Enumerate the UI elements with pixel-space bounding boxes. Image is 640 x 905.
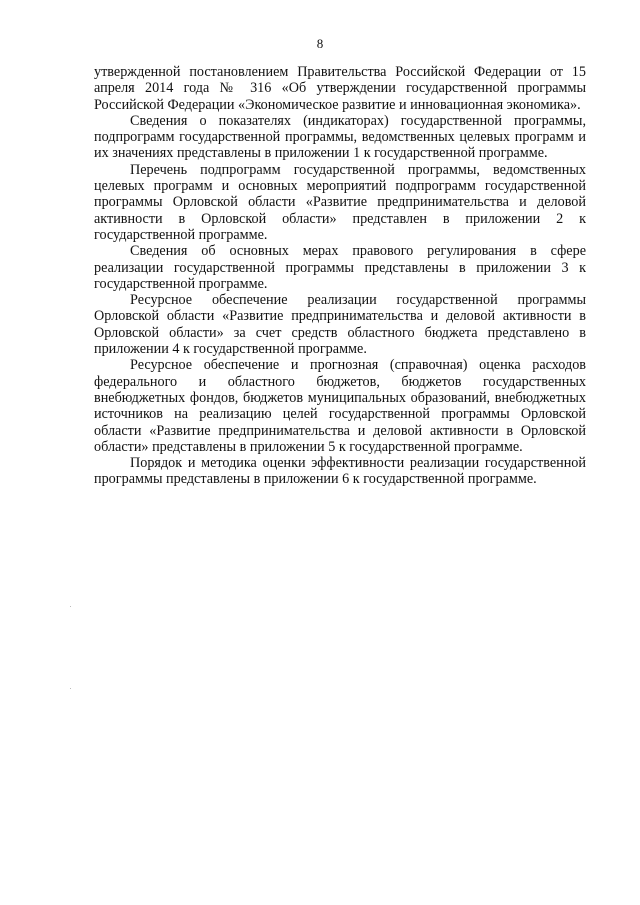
paragraph-continuation: утвержденной постановлением Правительства Российской Федерации от 15 апреля 2014 года № 316 «Об утверждении государственной программы Российской Федерации «Экономическое развитие и инновационная экономика». — [94, 64, 586, 113]
paragraph-forecast-estimate: Ресурсное обеспечение и прогнозная (справочная) оценка расходов федерального и областного бюджетов, бюджетов государственных внебюджетных фондов, бюджетов муниципальных образований, внебюджетных источников на реализацию целей государственной программы Орловской области «Развитие предпринимательства и деловой активности в Орловской области» представлены в приложении 5 к государственной программе. — [94, 357, 586, 455]
paragraph-indicators: Сведения о показателях (индикаторах) государственной программы, подпрограмм государственной программы, ведомственных целевых программ и их значениях представлены в приложении 1 к государственной программе. — [94, 112, 586, 162]
page-number: 8 — [316, 36, 324, 51]
paragraph-regional-budget: Ресурсное обеспечение реализации государственной программы Орловской области «Развитие предпринимательства и деловой активности в Орловской области» за счет средств областного бюджета представлено в приложении 4 к государственной программе. — [94, 292, 586, 358]
paragraph-efficiency-method: Порядок и методика оценки эффективности реализации государственной программы представлены в приложении 6 к государственной программе. — [94, 455, 586, 488]
scan-speck — [70, 606, 71, 607]
scan-speck — [70, 688, 71, 689]
paragraph-subprogram-list: Перечень подпрограмм государственной программы, ведомственных целевых программ и основных мероприятий подпрограмм государственной программы Орловской области «Развитие предпринимательства и деловой активности в Орловской области» представлен в приложении 2 к государственной программе. — [94, 161, 586, 243]
document-body — [94, 64, 586, 488]
paragraph-legal-regulation: Сведения об основных мерах правового регулирования в сфере реализации государственной программы представлены в приложении 3 к государственной программе. — [94, 243, 586, 292]
